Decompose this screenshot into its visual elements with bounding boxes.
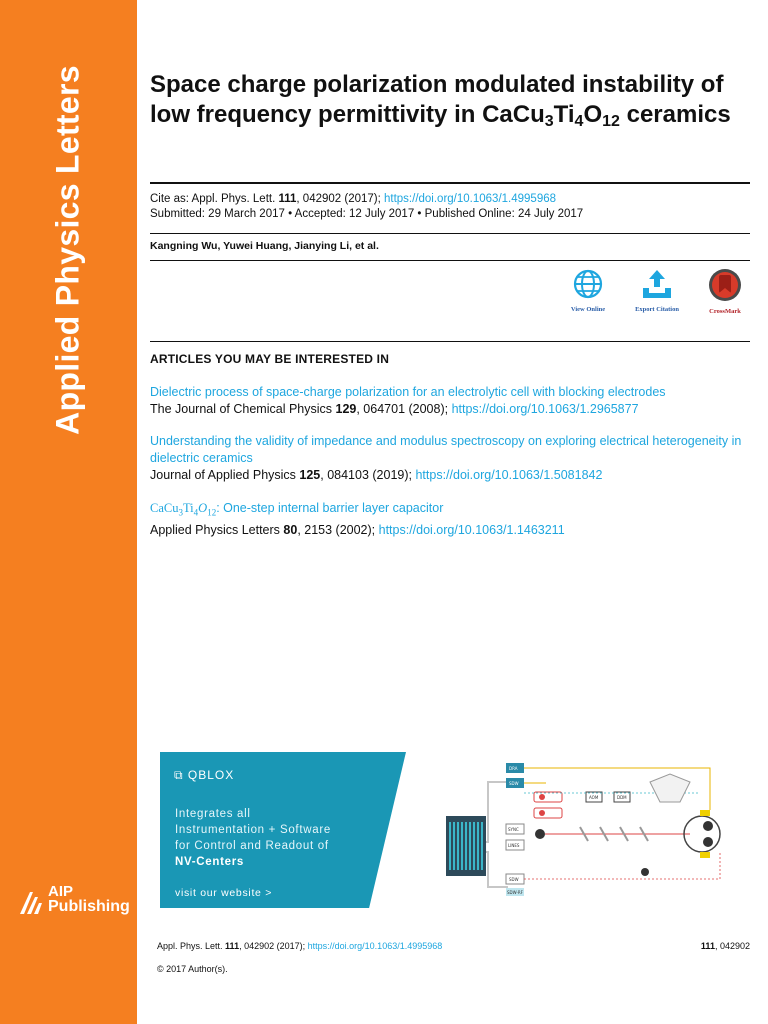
footer-doi-link[interactable]: https://doi.org/10.1063/1.4995968 (307, 941, 443, 951)
visit-website-link[interactable]: visit our website > (175, 887, 273, 899)
page-identifier: 111, 042902 (700, 941, 750, 951)
qblox-logo-icon: ⧉ (174, 768, 188, 782)
related-articles-heading: ARTICLES YOU MAY BE INTERESTED IN (150, 352, 390, 366)
ad-brand: ⧉ QBLOX (174, 768, 235, 782)
logo-line-publishing: Publishing (48, 898, 130, 915)
related-article-title[interactable]: Dielectric process of space-charge polarization for an electrolytic cell with blocking electrodes (150, 385, 666, 399)
crossmark-icon (708, 268, 742, 302)
title-rule (150, 182, 750, 184)
related-article-source: The Journal of Chemical Physics 129, 064701 (2008); https://doi.org/10.1063/1.2965877 (150, 402, 639, 416)
related-article-2[interactable] (150, 433, 754, 484)
ad-copy: Integrates all Instrumentation + Software for Control and Readout of NV-Centers (175, 808, 331, 868)
box-label: SDW-RF (507, 890, 523, 895)
article-title: Space charge polarization modulated instability of low frequency permittivity in $CaCu_3Ti_4O_{12}$ ceramics (150, 71, 731, 130)
aip-logo-icon (18, 888, 44, 916)
meta-rule (150, 233, 750, 234)
copyright: © 2017 Author(s). (157, 964, 228, 974)
related-article-doi-link[interactable]: https://doi.org/10.1063/1.2965877 (451, 402, 639, 416)
authors-rule (150, 260, 750, 261)
related-article-title[interactable]: $CaCu_3Ti_4O_{12}$: One-step internal barrier layer capacitor (150, 501, 444, 518)
related-article-source: Journal of Applied Physics 125, 084103 (2019); https://doi.org/10.1063/1.5081842 (150, 468, 603, 482)
export-citation-label: Export Citation (635, 306, 679, 313)
box-label: SDW (509, 877, 519, 882)
box-label: SYNC (508, 827, 519, 832)
box-label: DDM (617, 795, 627, 800)
footer-citation: Appl. Phys. Lett. 111, 042902 (2017); https://doi.org/10.1063/1.4995968 (157, 941, 443, 951)
related-article-source: Applied Physics Letters 80, 2153 (2002); https://doi.org/10.1063/1.1463211 (150, 522, 565, 537)
related-article-title[interactable]: Understanding the validity of impedance and modulus spectroscopy on exploring electrical heterogeneity in dielectric ceramics (150, 434, 742, 465)
related-article-doi-link[interactable]: https://doi.org/10.1063/1.5081842 (415, 468, 603, 482)
publication-dates: Submitted: 29 March 2017 • Accepted: 12 July 2017 • Published Online: 24 July 2017 (150, 208, 584, 220)
globe-icon (572, 268, 604, 300)
related-article-1[interactable] (150, 384, 754, 418)
aip-publishing-logo[interactable] (18, 884, 128, 920)
export-icon (640, 268, 674, 300)
crossmark-button[interactable] (695, 268, 755, 315)
box-label: DRA (509, 766, 518, 771)
journal-name: Applied Physics Letters (49, 65, 86, 435)
tools-rule (150, 341, 750, 342)
author-list[interactable]: Kangning Wu, Yuwei Huang, Jianying Li, et al. (150, 240, 379, 252)
view-online-label: View Online (570, 306, 606, 313)
nv-center-setup-diagram (400, 752, 750, 908)
box-label: SDW (509, 781, 519, 786)
article-doi-link[interactable]: https://doi.org/10.1063/1.4995968 (384, 193, 557, 205)
box-label: AOM (589, 795, 599, 800)
journal-side-band (0, 0, 137, 1024)
crossmark-label: CrossMark (709, 308, 741, 315)
logo-line-aip: AIP (48, 883, 74, 900)
box-label: LINES (508, 843, 520, 848)
qblox-advertisement[interactable] (160, 752, 750, 908)
citation-line: Cite as: Appl. Phys. Lett. 111, 042902 (2017); https://doi.org/10.1063/1.4995968 (150, 193, 557, 205)
view-online-button[interactable] (558, 268, 618, 313)
related-article-doi-link[interactable]: https://doi.org/10.1063/1.1463211 (378, 522, 565, 537)
export-citation-button[interactable] (627, 268, 687, 313)
related-article-3[interactable] (150, 500, 754, 539)
